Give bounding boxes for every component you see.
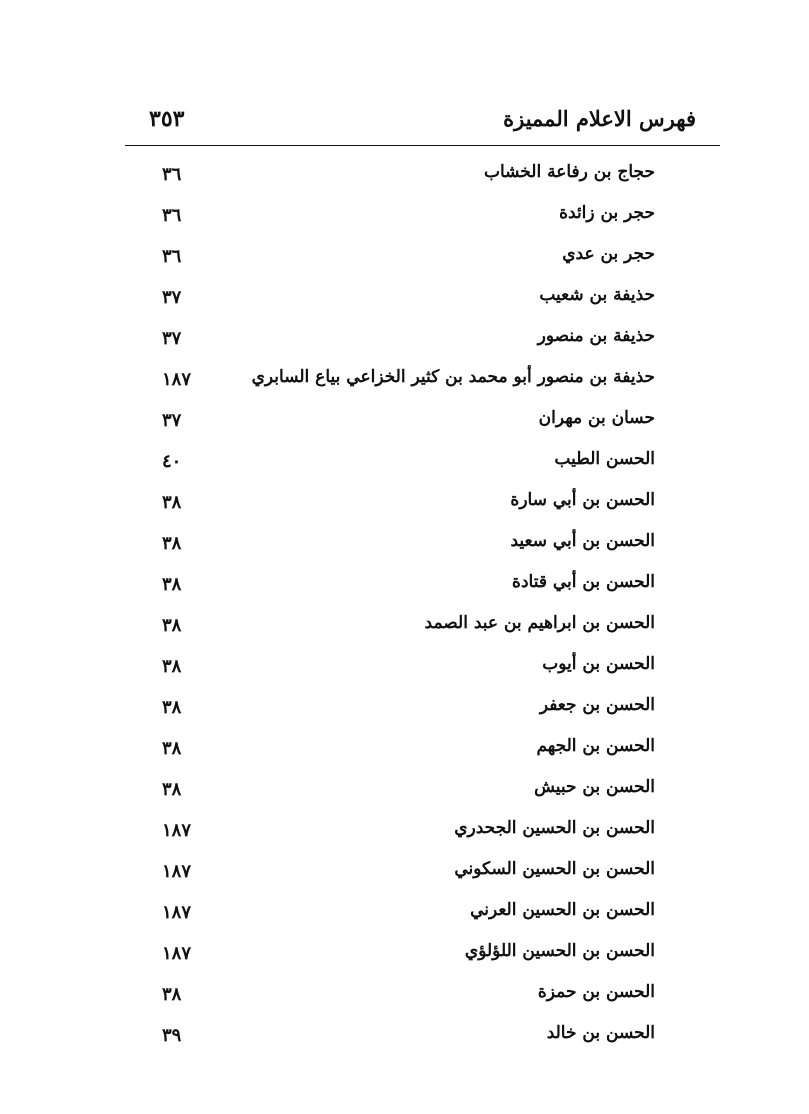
entry-name: الحسن بن أبي سعيد	[510, 531, 655, 551]
entry-name: الحسن بن أبي سارة	[510, 490, 655, 510]
index-entry	[150, 773, 655, 814]
index-entry	[150, 814, 655, 855]
index-entry	[150, 732, 655, 773]
entry-page-number: ١٨٧	[162, 861, 192, 882]
entry-page-number: ٣٨	[162, 738, 182, 759]
index-entry	[150, 978, 655, 1019]
entry-name: حسان بن مهران	[538, 408, 655, 428]
entry-name: حذيفة بن منصور	[537, 326, 655, 346]
entry-page-number: ٣٧	[162, 287, 182, 308]
entry-page-number: ٣٨	[162, 533, 182, 554]
index-entry	[150, 650, 655, 691]
page-number: ٣٥٣	[149, 106, 185, 132]
index-entry	[150, 937, 655, 978]
entry-page-number: ٣٧	[162, 410, 182, 431]
entry-page-number: ٣٧	[162, 328, 182, 349]
entry-page-number: ٣٨	[162, 615, 182, 636]
index-entry	[150, 404, 655, 445]
index-entry	[150, 199, 655, 240]
entry-name: الحسن بن خالد	[546, 1023, 655, 1043]
entry-name: حذيفة بن شعيب	[539, 285, 655, 305]
entry-name: الحسن بن الحسين العرني	[470, 900, 655, 920]
entry-page-number: ٣٩	[162, 1025, 182, 1046]
entry-name: الحسن بن الحسين الجحدري	[454, 818, 655, 838]
index-entry-list	[150, 158, 655, 1060]
index-entry	[150, 281, 655, 322]
entry-page-number: ٣٨	[162, 656, 182, 677]
entry-page-number: ٣٨	[162, 697, 182, 718]
entry-name: حجر بن زائدة	[559, 203, 655, 223]
entry-name: الحسن بن الجهم	[536, 736, 655, 756]
index-entry	[150, 691, 655, 732]
header-divider	[125, 145, 720, 146]
entry-name: الحسن بن أبي قتادة	[512, 572, 655, 592]
entry-name: الحسن بن حبيش	[534, 777, 655, 797]
index-entry	[150, 609, 655, 650]
index-entry	[150, 896, 655, 937]
entry-page-number: ٣٦	[162, 164, 182, 185]
entry-page-number: ٣٦	[162, 205, 182, 226]
entry-name: الحسن بن أيوب	[542, 654, 655, 674]
entry-page-number: ٣٦	[162, 246, 182, 267]
entry-name: الحسن بن حمزة	[537, 982, 655, 1002]
index-entry	[150, 1019, 655, 1060]
entry-page-number: ٣٨	[162, 984, 182, 1005]
entry-name: الحسن بن الحسين السكوني	[454, 859, 655, 879]
entry-page-number: ١٨٧	[162, 902, 192, 923]
entry-name: الحسن بن ابراهيم بن عبد الصمد	[424, 613, 655, 633]
page-title: فهرس الاعلام المميزة	[503, 106, 696, 131]
entry-page-number: ٣٨	[162, 492, 182, 513]
index-entry	[150, 158, 655, 199]
entry-name: الحسن الطيب	[554, 449, 655, 469]
index-entry	[150, 240, 655, 281]
index-entry	[150, 855, 655, 896]
running-header	[125, 100, 720, 144]
index-entry	[150, 445, 655, 486]
index-entry	[150, 527, 655, 568]
entry-page-number: ٤٠	[162, 451, 182, 472]
entry-name: حجاج بن رفاعة الخشاب	[483, 162, 655, 182]
index-entry	[150, 486, 655, 527]
entry-page-number: ١٨٧	[162, 369, 192, 390]
index-entry	[150, 322, 655, 363]
entry-name: الحسن بن جعفر	[539, 695, 655, 715]
entry-page-number: ١٨٧	[162, 943, 192, 964]
entry-page-number: ١٨٧	[162, 820, 192, 841]
entry-name: حذيفة بن منصور أبو محمد بن كثير الخزاعي بياع السابري	[251, 367, 655, 387]
index-entry	[150, 568, 655, 609]
entry-page-number: ٣٨	[162, 574, 182, 595]
entry-name: حجر بن عدي	[562, 244, 655, 264]
index-entry	[150, 363, 655, 404]
entry-name: الحسن بن الحسين اللؤلؤي	[464, 941, 655, 961]
entry-page-number: ٣٨	[162, 779, 182, 800]
